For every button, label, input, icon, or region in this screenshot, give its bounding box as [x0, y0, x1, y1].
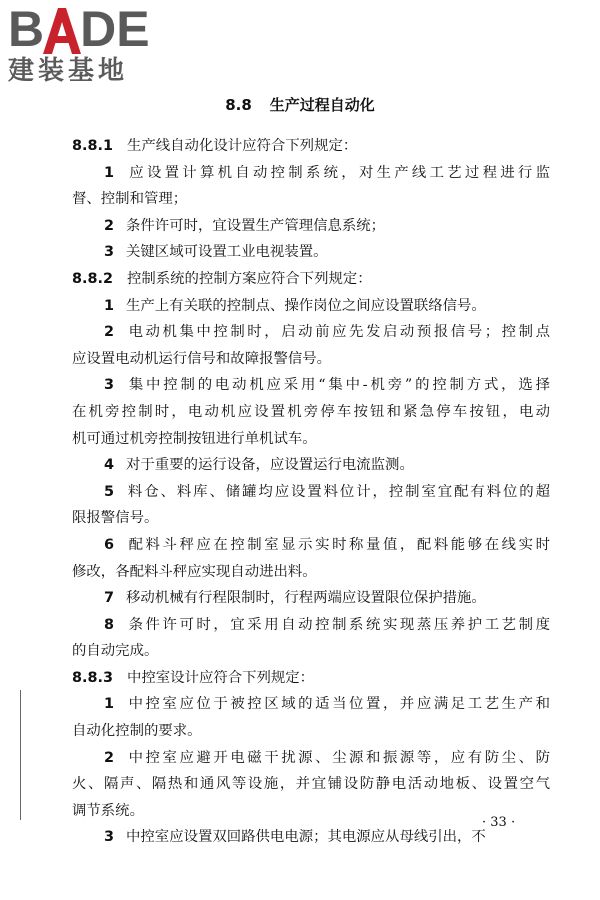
line-text: 在机旁控制时，电动机应设置机旁停车按钮和紧急停车按钮，电动: [72, 403, 550, 420]
item-line: [72, 479, 550, 506]
item-line: [72, 745, 550, 772]
item-line: [72, 426, 550, 453]
section-heading: [0, 94, 600, 115]
item-number: 2: [104, 324, 115, 341]
item-line: [72, 824, 550, 851]
line-text: 中控室应避开电磁干扰源、尘源和振源等，应有防尘、防: [126, 749, 550, 766]
item-number: 3: [104, 377, 115, 394]
item-number: 1: [104, 696, 115, 713]
logo: [8, 1, 188, 86]
item-number: 2: [104, 749, 115, 766]
line-text: 机可通过机旁控制按钮进行单机试车。: [72, 430, 317, 447]
line-text: 自动化控制的要求。: [72, 723, 202, 740]
logo-letter-e: E: [116, 1, 150, 57]
item-line: [72, 346, 550, 373]
item-line: [72, 638, 550, 665]
line-text: 对于重要的运行设备，应设置运行电流监测。: [126, 457, 414, 474]
logo-subtitle: 建装基地: [8, 56, 129, 86]
line-text: 中控室应设置双回路供电电源；其电源应从母线引出，不: [126, 829, 486, 846]
clause-line: [72, 133, 550, 160]
line-text: 的自动完成。: [72, 643, 159, 660]
line-text: 应设置计算机自动控制系统，对生产线工艺过程进行监: [126, 164, 550, 181]
logo-letter-d: D: [80, 1, 117, 57]
line-text: 修改，各配料斗秤应实现自动进出料。: [72, 563, 317, 580]
margin-rule: [20, 690, 21, 820]
item-line: [72, 505, 550, 532]
clause-number: 8.8.3: [72, 669, 113, 686]
item-number: 3: [104, 244, 115, 261]
item-number: 1: [104, 297, 115, 314]
logo-letter-b: B: [8, 1, 45, 57]
item-number: 1: [104, 164, 115, 181]
item-number: 5: [104, 483, 115, 500]
item-number: 4: [104, 457, 115, 474]
line-text: 条件许可时，宜采用自动控制系统实现蒸压养护工艺制度: [126, 616, 550, 633]
item-line: [72, 771, 550, 798]
item-line: [72, 293, 550, 320]
logo-mark: [8, 1, 188, 57]
line-text: 调节系统。: [72, 802, 144, 819]
line-text: 控制系统的控制方案应符合下列规定：: [126, 270, 372, 287]
clause-line: [72, 266, 550, 293]
item-number: 7: [104, 590, 115, 607]
line-text: 生产上有关联的控制点、操作岗位之间应设置联络信号。: [126, 297, 486, 314]
item-line: [72, 559, 550, 586]
page-number: · 33 ·: [482, 815, 516, 830]
line-text: 督、控制和管理；: [72, 191, 188, 208]
line-text: 火、隔声、隔热和通风等设施，并宜铺设防静电活动地板、设置空气: [72, 776, 550, 793]
item-line: [72, 319, 550, 346]
item-number: 6: [104, 536, 115, 553]
line-text: 配料斗秤应在控制室显示实时称量值，配料能够在线实时: [126, 536, 550, 553]
line-text: 关键区域可设置工业电视装置。: [126, 244, 328, 261]
logo-a-icon: [43, 8, 81, 54]
item-line: [72, 452, 550, 479]
item-line: [72, 612, 550, 639]
line-text: 中控室设计应符合下列规定：: [126, 669, 315, 686]
item-line: [72, 798, 550, 825]
clause-number: 8.8.1: [72, 138, 113, 154]
line-text: 应设置电动机运行信号和故障报警信号。: [72, 350, 332, 367]
item-number: 3: [104, 829, 115, 846]
clause-line: [72, 665, 550, 692]
line-text: 条件许可时，宜设置生产管理信息系统；: [126, 217, 386, 234]
line-text: 移动机械有行程限制时，行程两端应设置限位保护措施。: [126, 590, 486, 607]
line-text: 生产线自动化设计应符合下列规定：: [126, 138, 358, 154]
item-line: [72, 372, 550, 399]
line-text: 料仓、料库、储罐均应设置料位计，控制室宜配有料位的超: [126, 483, 550, 500]
item-line: [72, 186, 550, 213]
item-line: [72, 160, 550, 187]
item-number: 2: [104, 217, 115, 234]
clause-number: 8.8.2: [72, 270, 113, 287]
item-line: [72, 691, 550, 718]
section-title: 生产过程自动化: [269, 96, 375, 114]
item-line: [72, 213, 550, 240]
item-line: [72, 585, 550, 612]
line-text: 集中控制的电动机应采用“集中-机旁”的控制方式，选择: [126, 377, 550, 394]
line-text: 中控室应位于被控区域的适当位置，并应满足工艺生产和: [126, 696, 550, 713]
document-body: [72, 133, 550, 851]
item-line: [72, 399, 550, 426]
line-text: 限报警信号。: [72, 510, 159, 527]
line-text: 电动机集中控制时，启动前应先发启动预报信号；控制点: [126, 324, 550, 341]
item-line: [72, 239, 550, 266]
item-line: [72, 718, 550, 745]
item-line: [72, 532, 550, 559]
item-number: 8: [104, 616, 115, 633]
section-number: 8.8: [225, 96, 252, 114]
